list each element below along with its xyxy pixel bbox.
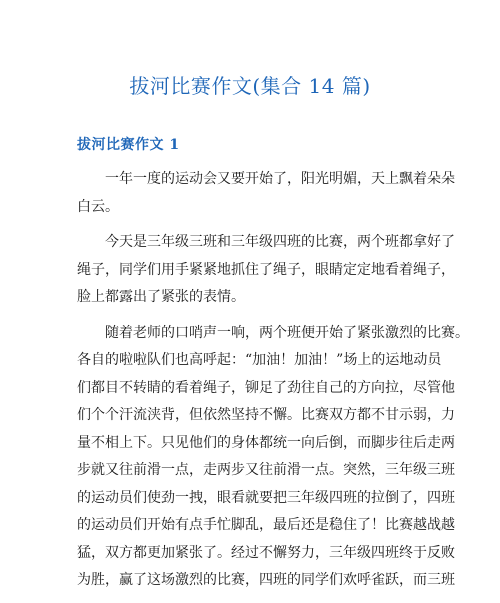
paragraph-line: 脸上都露出了紧张的表情。 (77, 289, 245, 305)
paragraph-line: 的运动员们开始有点手忙脚乱，最后还是稳住了！比赛越战越 (77, 517, 455, 533)
paragraph-line: 各自的啦啦队们也高呼起：“加油！加油！”场上的运地动员 (77, 352, 442, 368)
paragraph-line: 们都目不转睛的看着绳子，铆足了劲往自己的方向拉，尽管他 (77, 379, 455, 396)
paragraph-line: 白云。 (77, 198, 119, 215)
paragraph-line: 的运动员们使劲一拽，眼看就要把三年级四班的拉倒了，四班 (77, 489, 455, 506)
paragraph (77, 320, 469, 595)
paragraph-line: 猛，双方都更加紧张了。经过不懈努力，三年级四班终于反败 (77, 544, 455, 561)
paragraph-line: 为胜，赢了这场激烈的比赛，四班的同学们欢呼雀跃，而三班 (77, 572, 455, 588)
paragraph-line: 步就又往前滑一点，走两步又往前滑一点。突然，三年级三班 (77, 462, 455, 478)
document-body (77, 166, 469, 603)
section-heading: 拔河比赛作文 1 (77, 137, 180, 153)
paragraph-line: 随着老师的口哨声一响，两个班便开始了紧张激烈的比赛。 (105, 324, 469, 341)
paragraph (77, 229, 455, 312)
paragraph-line: 们个个汗流浃背，但依然坚持不懈。比赛双方都不甘示弱，力 (77, 407, 455, 423)
paragraph-line: 量不相上下。只见他们的身体都统一向后倒，而脚步往后走两 (77, 434, 455, 451)
paragraph-line: 一年一度的运动会又要开始了，阳光明媚，天上飘着朵朵 (105, 171, 455, 187)
document-title: 拔河比赛作文(集合 14 篇) (129, 74, 371, 98)
paragraph (77, 166, 455, 221)
paragraph-line: 今天是三年级三班和三年级四班的比赛，两个班都拿好了 (105, 234, 455, 250)
paragraph-line: 绳子，同学们用手紧紧地抓住了绳子，眼睛定定地看着绳子， (77, 261, 455, 278)
